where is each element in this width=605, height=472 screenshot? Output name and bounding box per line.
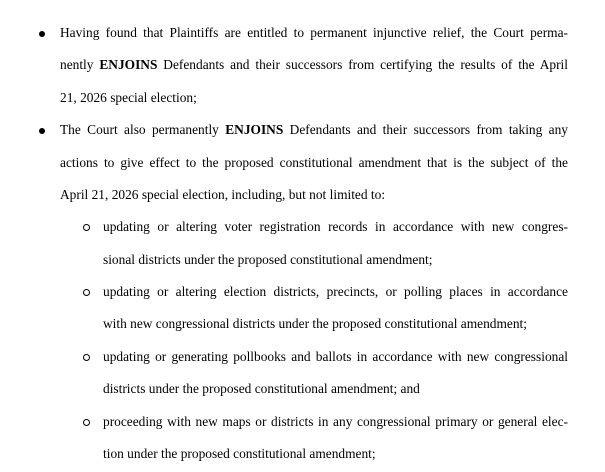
sub-item-2-line-2: with new congressional districts under the proposed constitutional amendment; bbox=[103, 316, 527, 331]
paragraph-1-line-3: 21, 2026 special election; bbox=[60, 90, 197, 105]
sub-item-3-line-2: districts under the proposed constitutional amendment; and bbox=[103, 381, 420, 396]
enjoins-emphasis: ENJOINS bbox=[99, 57, 158, 72]
paragraph-2-line-3: April 21, 2026 special election, including, but not limited to: bbox=[60, 187, 386, 202]
bullet-icon bbox=[39, 31, 45, 37]
sub-item-4-line-2: tion under the proposed constitutional amendment; bbox=[103, 446, 376, 461]
bullet-icon bbox=[39, 128, 45, 134]
paragraph-1-line-1: Having found that Plaintiffs are entitled to permanent injunctive relief, the Court perma- bbox=[60, 25, 568, 40]
hollow-bullet-icon bbox=[83, 419, 90, 426]
sub-item-1-line-2: sional districts under the proposed constitutional amendment; bbox=[103, 252, 433, 267]
sub-item-4-line-1: proceeding with new maps or districts in any congressional primary or general elec- bbox=[103, 414, 568, 429]
paragraph-2-line-1: The Court also permanently ENJOINS Defendants and their successors from taking any bbox=[60, 122, 568, 137]
hollow-bullet-icon bbox=[83, 354, 90, 361]
sub-item-1-line-1: updating or altering voter registration records in accordance with new congres- bbox=[103, 219, 568, 234]
enjoins-emphasis: ENJOINS bbox=[225, 122, 284, 137]
sub-item-3-line-1: updating or generating pollbooks and ballots in accordance with new congressional bbox=[103, 349, 568, 364]
hollow-bullet-icon bbox=[83, 289, 90, 296]
paragraph-1-line-2: nently ENJOINS Defendants and their successors from certifying the results of the April bbox=[60, 57, 568, 72]
sub-item-2-line-1: updating or altering election districts, precincts, or polling places in accordance bbox=[103, 284, 568, 299]
hollow-bullet-icon bbox=[83, 224, 90, 231]
paragraph-2-line-2: actions to give effect to the proposed constitutional amendment that is the subject of the bbox=[60, 155, 568, 170]
